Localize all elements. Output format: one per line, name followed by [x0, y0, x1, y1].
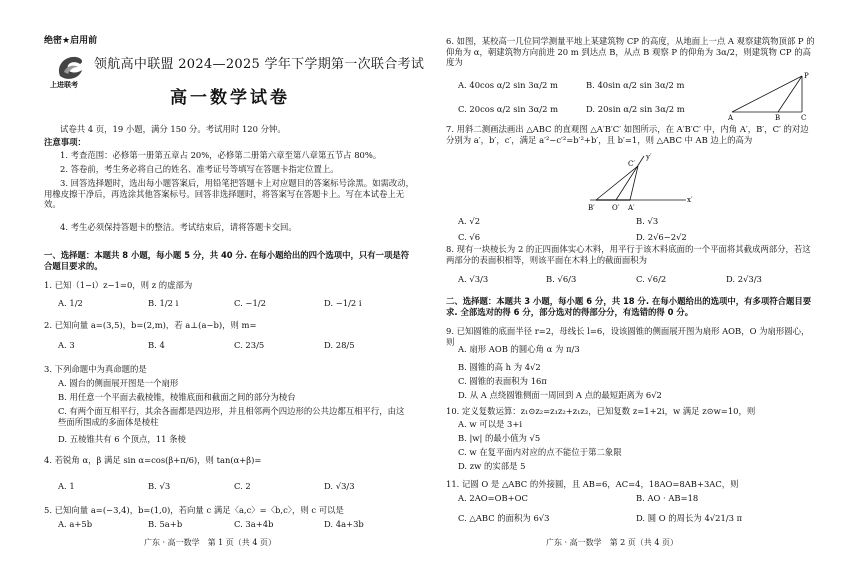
- q10-option-a: A. w 可以是 3+i: [458, 419, 523, 429]
- question-9: [446, 326, 816, 400]
- q5-option-d: D. 4a+3b: [324, 519, 364, 529]
- q8-option-c: C. √6/2: [636, 274, 667, 284]
- q1-stem: 1. 已知（1−i）z−1=0，则 z 的虚部为: [44, 280, 193, 290]
- secret-label: 绝密★启用前: [44, 36, 98, 46]
- q7-label-a: A′: [628, 204, 635, 212]
- footer-left: 广东 · 高一数学 第 1 页（共 4 页）: [144, 538, 276, 547]
- q11-option-a: A. 2AO=OB+OC: [458, 493, 528, 503]
- q7-label-c: C′: [628, 160, 635, 168]
- q7-option-c: C. √6: [458, 232, 481, 242]
- question-8: [446, 244, 816, 284]
- q8-stem: 8. 现有一块棱长为 2 的正四面体实心木料，用平行于该木料底面的一个平面将其截成两部分，若这两部分的表面积相等，则该平面在木料上的截面面积为: [446, 244, 811, 265]
- q7-option-d: D. 2√6−2√2: [636, 232, 687, 242]
- q11-option-c: C. △ABC 的面积为 6√3: [458, 513, 550, 523]
- q2-option-c: C. 23/5: [234, 340, 265, 350]
- question-2: [44, 320, 416, 350]
- q7-option-b: B. √3: [636, 216, 659, 226]
- q7-label-b: B′: [588, 204, 595, 212]
- paper-title: 高一数学试卷: [170, 88, 290, 108]
- q5-option-b: B. 5a+b: [148, 519, 183, 529]
- notes-heading: 注意事项：: [44, 137, 86, 147]
- section2-heading: 二、选择题：本题共 3 小题，每小题 6 分，共 18 分. 在每小题给出的选项中，有多项符合题目要求. 全部选对的得 6 分，部分选对的得部分分，有选错的得 0 分。: [446, 296, 812, 317]
- q3-option-b: B. 用任意一个平面去截棱锥，棱锥底面和截面之间的部分为棱台: [58, 392, 296, 402]
- question-7: [446, 124, 816, 242]
- note-3: 3. 回答选择题时，选出每小题答案后，用铅笔把答题卡上对应题目的答案标号涂黑。如需改动，用橡皮擦干净后，再选涂其他答案标号。回答非选择题时，将答案写在答题卡上。写在本试卷上无效。: [44, 178, 415, 209]
- q3-stem: 3. 下列命题中为真命题的是: [44, 364, 147, 374]
- exam-intro: 试卷共 4 页，19 小题，满分 150 分。考试用时 120 分钟。: [60, 124, 286, 134]
- q1-option-c: C. −1/2: [234, 298, 266, 308]
- section1-heading: 一、选择题：本题共 8 小题，每小题 5 分，共 40 分. 在每小题给出的四个选项中，只有一项是符合题目要求的。: [44, 250, 410, 271]
- q1-option-a: A. 1/2: [58, 298, 83, 308]
- q6-stem: 6. 如图，某校高一几位同学测量平地上某建筑物 CP 的高度，从地面上一点 A 观察建筑物顶部 P 的仰角为 α，朝建筑物方向前进 20 m 到达点 B，从点 B 观察 P 的仰角为 3α/2，则建筑物 CP 的高度为: [446, 36, 815, 67]
- q7-option-a: A. √2: [458, 216, 481, 226]
- question-10: [446, 406, 816, 471]
- q5-option-c: C. 3a+4b: [234, 519, 274, 529]
- logo-mark-icon: [54, 52, 88, 82]
- q1-option-b: B. 1/2 i: [148, 298, 179, 308]
- q5-stem: 5. 已知向量 a=(−3,4)，b=(1,0)，若向量 c 满足〈a,c〉=〈b,c〉，则 c 可以是: [44, 505, 344, 515]
- q2-option-d: D. 28/5: [324, 340, 355, 350]
- q1-option-d: D. −1/2 i: [324, 298, 362, 308]
- note-1: 1. 考查范围：必修第一册第五章占 20%，必修第二册第六章至第八章第五节占 80%。: [60, 150, 382, 160]
- note-2: 2. 答卷前，考生务必将自己的姓名、准考证号等填写在答题卡指定位置上。: [60, 164, 339, 174]
- question-11: [446, 479, 816, 523]
- q4-option-b: B. √3: [148, 481, 171, 491]
- q2-option-a: A. 3: [58, 340, 75, 350]
- q6-figure: [726, 70, 810, 122]
- question-1: [44, 280, 416, 308]
- q8-option-a: A. √3/3: [458, 274, 489, 284]
- q7-stem: 7. 用斜二测画法画出 △ABC 的直观图 △A′B′C′ 如图所示，在 A′B′C′ 中，内角 A′，B′，C′ 的对边分别为 a′，b′，c′，满足 a′²−c′²=b′²+b′，且 b′=1，则 △ABC 中 AB 边上的高为: [446, 124, 809, 145]
- q10-option-c: C. w 在复平面内对应的点不能位于第二象限: [458, 447, 622, 457]
- q9-stem: 9. 已知圆锥的底面半径 r=2，母线长 l=6，设该圆锥的侧面展开图为扇形 AOB，O 为扇形圆心，则: [446, 326, 810, 347]
- logo-text: 上进联考: [50, 81, 78, 89]
- q11-option-d: D. 圆 O 的周长为 4√21/3 π: [636, 513, 743, 523]
- q2-option-b: B. 4: [148, 340, 165, 350]
- q6-label-p: P: [804, 72, 809, 80]
- q7-label-y: y′: [646, 153, 652, 161]
- q11-option-b: B. AO · AB=18: [636, 493, 699, 503]
- exam-logo: [50, 52, 88, 90]
- q3-option-a: A. 圆台的侧面展开图是一个扇形: [58, 378, 179, 388]
- note-4: 4. 考生必须保持答题卡的整洁。考试结束后，请将答题卡交回。: [60, 222, 297, 232]
- q4-option-a: A. 1: [58, 481, 75, 491]
- q9-option-a: A. 扇形 AOB 的圆心角 α 为 π/3: [458, 344, 580, 354]
- q6-option-b: B. 40sin α/2 sin 3α/2 m: [586, 80, 685, 90]
- q4-stem: 4. 若锐角 α，β 满足 sin α=cos(β+π/6)，则 tan(α+β)=: [44, 455, 262, 465]
- q5-option-a: A. a+5b: [58, 519, 93, 529]
- q6-label-c: C: [801, 114, 807, 122]
- q7-figure: [586, 152, 696, 212]
- q6-label-a: A: [728, 114, 734, 122]
- q8-option-b: B. √6/3: [546, 274, 577, 284]
- q10-option-d: D. zw 的实部是 5: [458, 461, 526, 471]
- q6-label-b: B: [775, 114, 781, 122]
- q3-option-c: C. 有两个面互相平行，其余各面都是四边形，并且相邻两个四边形的公共边都互相平行，由这些面所围成的多面体是棱柱: [58, 406, 405, 427]
- question-5: [44, 505, 416, 529]
- exam-title: 领航高中联盟 2024—2025 学年下学期第一次联合考试: [94, 57, 425, 72]
- q3-option-d: D. 五棱锥共有 6 个顶点，11 条棱: [58, 434, 186, 444]
- q6-option-a: A. 40cos α/2 sin 3α/2 m: [458, 80, 558, 90]
- q8-option-d: D. 2√3/3: [726, 274, 762, 284]
- question-6: [446, 36, 816, 122]
- question-3: [44, 364, 416, 444]
- footer-right: 广东 · 高一数学 第 2 页（共 4 页）: [546, 538, 678, 547]
- q11-stem: 11. 记圆 O 是 △ABC 的外接圆，且 AB=6，AC=4，18AO=8AB+3AC，则: [446, 479, 739, 489]
- q9-option-d: D. 从 A 点绕圆锥侧面一周回到 A 点的最短距离为 6√2: [458, 390, 662, 400]
- q2-stem: 2. 已知向量 a=(3,5)，b=(2,m)，若 a⊥(a−b)，则 m=: [44, 320, 257, 330]
- question-4: [44, 455, 416, 491]
- q4-option-d: D. √3/3: [324, 481, 355, 491]
- q9-option-c: C. 圆锥的表面积为 16π: [458, 376, 547, 386]
- q7-label-o: O′: [612, 204, 620, 212]
- q10-option-b: B. |w| 的最小值为 √5: [458, 433, 541, 443]
- q6-option-d: D. 20sin α/2 sin 3α/2 m: [586, 104, 685, 114]
- q6-option-c: C. 20cos α/2 sin 3α/2 m: [458, 104, 559, 114]
- q4-option-c: C. 2: [234, 481, 251, 491]
- q10-stem: 10. 定义复数运算：z₁⊙z₂=z₁z₂+z₁z₂，已知复数 z=1+2i，w 满足 z⊙w=10，则: [446, 406, 756, 416]
- q7-label-x: x′: [687, 196, 693, 204]
- q9-option-b: B. 圆锥的高 h 为 4√2: [458, 362, 541, 372]
